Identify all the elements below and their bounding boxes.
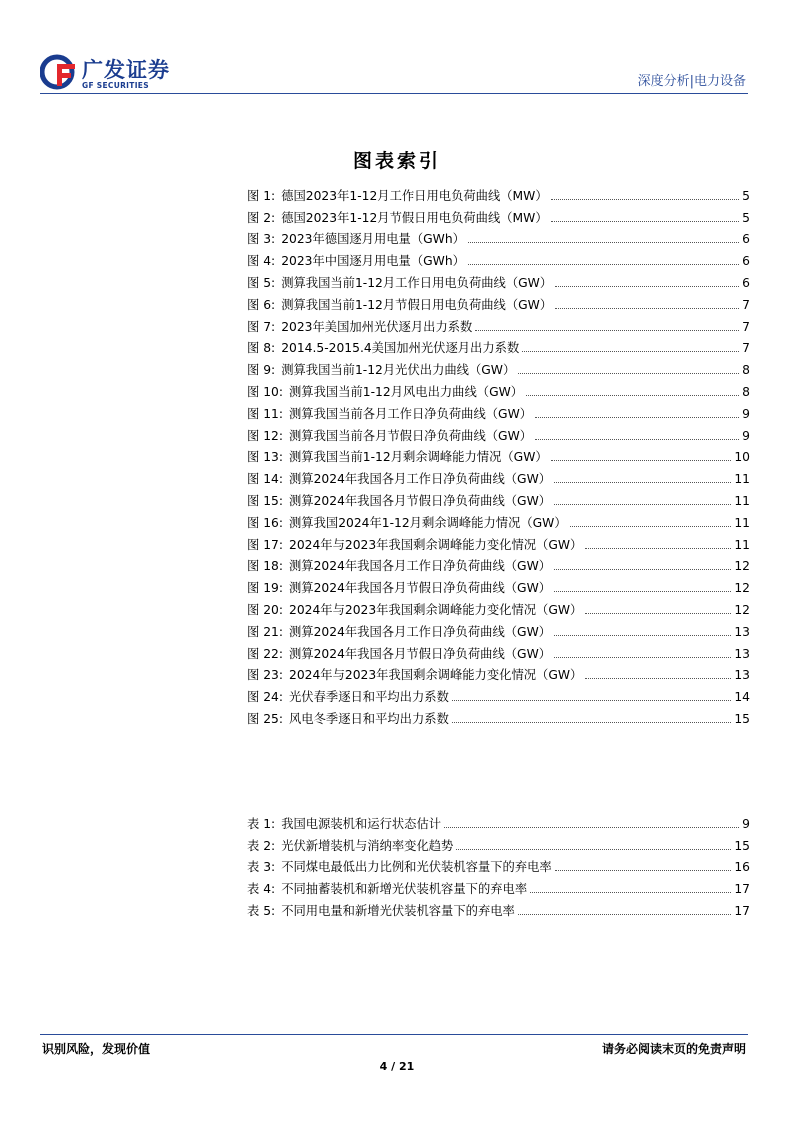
entry-label: 图 11:: [247, 406, 283, 421]
entry-title: 德国2023年1-12月工作日用电负荷曲线（MW）: [281, 188, 548, 203]
dot-leader: [555, 870, 732, 871]
dot-leader: [530, 892, 731, 893]
entry-page: 6: [742, 232, 750, 247]
entry-label: 图 25:: [247, 711, 283, 726]
figure-index-entry[interactable]: [247, 312, 750, 334]
footer-divider: [40, 1034, 748, 1035]
entry-page: 11: [734, 537, 750, 552]
table-index-entry[interactable]: [247, 809, 750, 831]
dot-leader: [452, 722, 731, 723]
entry-label: 图 4:: [247, 254, 276, 269]
report-category: 深度分析|电力设备: [637, 74, 746, 89]
entry-title: 2023年美国加州光伏逐月出力系数: [281, 319, 473, 334]
dot-leader: [554, 504, 731, 505]
entry-page: 5: [742, 188, 750, 203]
entry-label: 图 1:: [247, 188, 276, 203]
entry-title: 测算2024年我国各月节假日净负荷曲线（GW）: [289, 646, 552, 661]
dot-leader: [452, 700, 731, 701]
entry-label: 表 1:: [247, 816, 276, 831]
table-index-entry[interactable]: [247, 874, 750, 896]
entry-title: 不同煤电最低出力比例和光伏装机容量下的弃电率: [281, 860, 552, 875]
page-header: [0, 0, 794, 100]
figure-index-entry[interactable]: [247, 682, 750, 704]
dot-leader: [444, 827, 739, 828]
entry-title: 2024年与2023年我国剩余调峰能力变化情况（GW）: [289, 668, 583, 683]
entry-title: 测算2024年我国各月工作日净负荷曲线（GW）: [289, 624, 552, 639]
entry-label: 图 24:: [247, 690, 283, 705]
entry-page: 7: [742, 319, 750, 334]
entry-title: 我国电源装机和运行状态估计: [281, 816, 442, 831]
entry-label: 表 5:: [247, 903, 276, 918]
figure-index-entry[interactable]: [247, 334, 750, 356]
entry-page: 7: [742, 297, 750, 312]
dot-leader: [570, 526, 732, 527]
entry-title: 德国2023年1-12月节假日用电负荷曲线（MW）: [281, 210, 548, 225]
figure-index-entry[interactable]: [247, 704, 750, 726]
figure-index-entry[interactable]: [247, 246, 750, 268]
entry-title: 测算我国当前1-12月风电出力曲线（GW）: [289, 384, 524, 399]
entry-page: 16: [734, 860, 750, 875]
entry-page: 11: [734, 493, 750, 508]
entry-title: 测算我国当前1-12月光伏出力曲线（GW）: [281, 363, 516, 378]
entry-title: 测算我国2024年1-12月剩余调峰能力情况（GW）: [289, 515, 567, 530]
entry-page: 15: [734, 838, 750, 853]
figure-index-entry[interactable]: [247, 486, 750, 508]
entry-title: 测算我国当前各月工作日净负荷曲线（GW）: [289, 406, 533, 421]
figure-index-entry[interactable]: [247, 530, 750, 552]
entry-label: 图 5:: [247, 275, 276, 290]
toc-title: 图表索引: [352, 150, 441, 172]
entry-page: 14: [734, 690, 750, 705]
entry-page: 9: [742, 406, 750, 421]
entry-label: 表 4:: [247, 882, 276, 897]
dot-leader: [518, 373, 739, 374]
entry-title: 光伏春季逐日和平均出力系数: [289, 690, 449, 705]
figure-index-entry[interactable]: [247, 661, 750, 683]
entry-page: 15: [734, 711, 750, 726]
figure-index-list: [247, 181, 750, 726]
entry-label: 表 3:: [247, 860, 276, 875]
figure-index-entry[interactable]: [247, 421, 750, 443]
entry-page: 7: [742, 341, 750, 356]
entry-page: 6: [742, 275, 750, 290]
entry-title: 测算我国当前1-12月剩余调峰能力情况（GW）: [289, 450, 548, 465]
entry-title: 测算2024年我国各月节假日净负荷曲线（GW）: [289, 581, 552, 596]
entry-page: 8: [742, 363, 750, 378]
entry-title: 测算我国当前1-12月节假日用电负荷曲线（GW）: [281, 297, 553, 312]
entry-title: 不同用电量和新增光伏装机容量下的弃电率: [281, 903, 515, 918]
entry-label: 图 15:: [247, 493, 283, 508]
entry-page: 8: [742, 384, 750, 399]
entry-label: 表 2:: [247, 838, 276, 853]
figure-index-entry[interactable]: [247, 443, 750, 465]
entry-label: 图 16:: [247, 515, 283, 530]
dot-leader: [555, 286, 739, 287]
entry-label: 图 18:: [247, 559, 283, 574]
figure-index-entry[interactable]: [247, 639, 750, 661]
entry-label: 图 3:: [247, 232, 276, 247]
entry-label: 图 6:: [247, 297, 276, 312]
entry-label: 图 23:: [247, 668, 283, 683]
entry-label: 图 13:: [247, 450, 283, 465]
entry-page: 12: [734, 581, 750, 596]
entry-page: 9: [742, 428, 750, 443]
entry-label: 图 7:: [247, 319, 276, 334]
entry-page: 11: [734, 472, 750, 487]
page-number: 4 / 21: [379, 1060, 415, 1073]
table-index-entry[interactable]: [247, 853, 750, 875]
entry-title: 测算2024年我国各月工作日净负荷曲线（GW）: [289, 559, 552, 574]
entry-label: 图 9:: [247, 363, 276, 378]
dot-leader: [468, 264, 739, 265]
entry-label: 图 19:: [247, 581, 283, 596]
entry-title: 不同抽蓄装机和新增光伏装机容量下的弃电率: [281, 882, 528, 897]
dot-leader: [554, 635, 731, 636]
entry-title: 测算我国当前各月节假日净负荷曲线（GW）: [289, 428, 533, 443]
entry-page: 13: [734, 668, 750, 683]
dot-leader: [585, 678, 731, 679]
table-index-entry[interactable]: [247, 896, 750, 918]
table-index-list: [247, 809, 750, 918]
gf-logo-icon: [40, 54, 80, 90]
dot-leader: [585, 613, 731, 614]
entry-title: 2024年与2023年我国剩余调峰能力变化情况（GW）: [289, 537, 583, 552]
dot-leader: [468, 242, 739, 243]
dot-leader: [522, 351, 739, 352]
entry-page: 12: [734, 559, 750, 574]
dot-leader: [554, 591, 731, 592]
dot-leader: [456, 849, 731, 850]
dot-leader: [475, 330, 739, 331]
table-index-entry[interactable]: [247, 831, 750, 853]
dot-leader: [554, 569, 731, 570]
dot-leader: [554, 657, 731, 658]
figure-index-entry[interactable]: [247, 181, 750, 203]
entry-title: 测算2024年我国各月工作日净负荷曲线（GW）: [289, 472, 552, 487]
entry-label: 图 20:: [247, 602, 283, 617]
footer-disclaimer-note: 请务必阅读末页的免责声明: [601, 1042, 746, 1056]
entry-page: 12: [734, 602, 750, 617]
logo-chinese-text: 广发证券: [82, 58, 170, 82]
dot-leader: [555, 308, 739, 309]
figure-index-entry[interactable]: [247, 573, 750, 595]
entry-label: 图 10:: [247, 384, 283, 399]
figure-index-entry[interactable]: [247, 552, 750, 574]
dot-leader: [551, 199, 740, 200]
dot-leader: [535, 439, 739, 440]
entry-label: 图 21:: [247, 624, 283, 639]
figure-index-entry[interactable]: [247, 464, 750, 486]
entry-page: 5: [742, 210, 750, 225]
dot-leader: [551, 460, 732, 461]
figure-index-entry[interactable]: [247, 225, 750, 247]
dot-leader: [585, 548, 731, 549]
gf-securities-logo: [40, 54, 180, 94]
dot-leader: [554, 482, 731, 483]
logo-english-text: GF SECURITIES: [82, 81, 149, 90]
entry-title: 2023年德国逐月用电量（GWh）: [281, 232, 465, 247]
dot-leader: [535, 417, 739, 418]
entry-title: 光伏新增装机与消纳率变化趋势: [281, 838, 454, 853]
entry-page: 10: [734, 450, 750, 465]
entry-label: 图 22:: [247, 646, 283, 661]
entry-title: 测算我国当前1-12月工作日用电负荷曲线（GW）: [281, 275, 553, 290]
figure-index-entry[interactable]: [247, 355, 750, 377]
dot-leader: [526, 395, 739, 396]
entry-page: 6: [742, 254, 750, 269]
dot-leader: [551, 221, 740, 222]
entry-title: 2023年中国逐月用电量（GWh）: [281, 254, 465, 269]
figure-index-entry[interactable]: [247, 377, 750, 399]
entry-label: 图 8:: [247, 341, 276, 356]
entry-title: 2014.5-2015.4美国加州光伏逐月出力系数: [281, 341, 520, 356]
entry-page: 17: [734, 882, 750, 897]
entry-page: 13: [734, 624, 750, 639]
entry-page: 9: [742, 816, 750, 831]
figure-index-entry[interactable]: [247, 617, 750, 639]
entry-label: 图 2:: [247, 210, 276, 225]
figure-index-entry[interactable]: [247, 203, 750, 225]
figure-index-entry[interactable]: [247, 595, 750, 617]
entry-title: 2024年与2023年我国剩余调峰能力变化情况（GW）: [289, 602, 583, 617]
entry-title: 测算2024年我国各月节假日净负荷曲线（GW）: [289, 493, 552, 508]
entry-title: 风电冬季逐日和平均出力系数: [289, 711, 449, 726]
entry-page: 17: [734, 903, 750, 918]
entry-page: 13: [734, 646, 750, 661]
entry-page: 11: [734, 515, 750, 530]
figure-index-entry[interactable]: [247, 268, 750, 290]
footer-slogan: 识别风险，发现价值: [42, 1042, 151, 1056]
entry-label: 图 14:: [247, 472, 283, 487]
figure-index-entry[interactable]: [247, 508, 750, 530]
entry-label: 图 17:: [247, 537, 283, 552]
dot-leader: [518, 914, 732, 915]
figure-index-entry[interactable]: [247, 399, 750, 421]
header-divider: [40, 93, 748, 94]
figure-index-entry[interactable]: [247, 290, 750, 312]
entry-label: 图 12:: [247, 428, 283, 443]
